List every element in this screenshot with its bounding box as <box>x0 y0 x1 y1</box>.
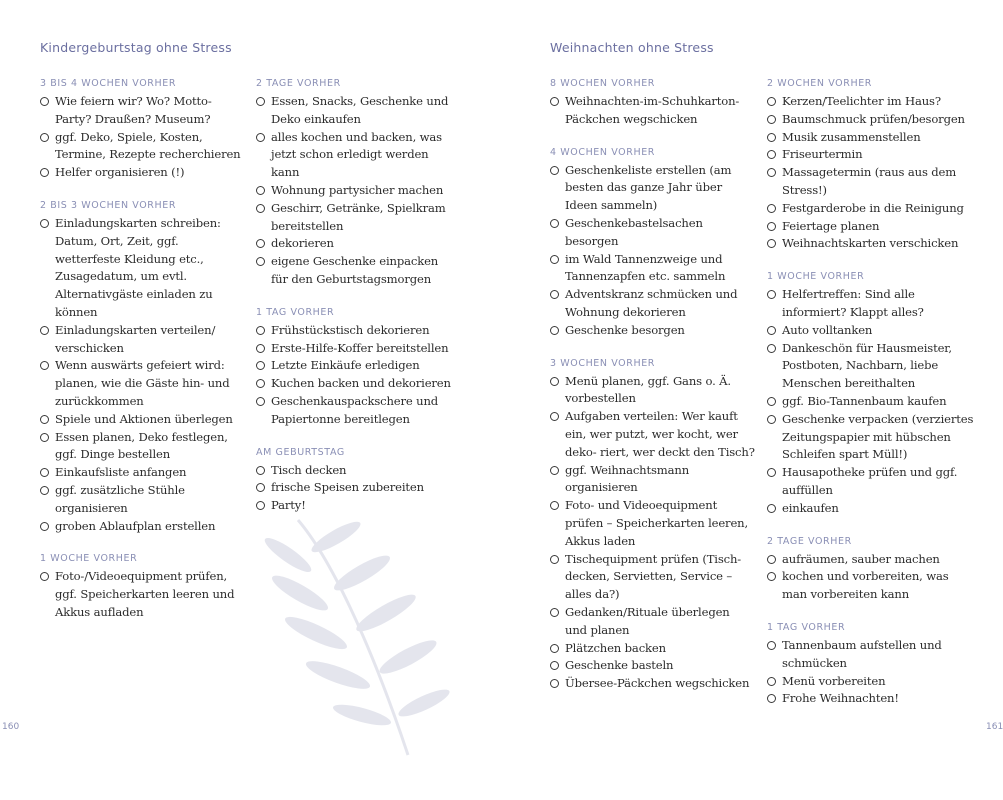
checklist-item <box>256 182 456 200</box>
checklist-item <box>40 93 245 129</box>
checklist-item-text: groben Ablaufplan erstellen <box>55 518 216 533</box>
checklist-item <box>256 253 456 289</box>
checklist <box>40 568 245 621</box>
checklist-item <box>550 657 755 675</box>
circle-checkbox-icon <box>40 361 49 370</box>
checklist-item <box>550 251 755 287</box>
circle-checkbox-icon <box>767 641 776 650</box>
checklist-item <box>767 673 977 691</box>
checklist-item-text: Helfer organisieren (!) <box>55 165 185 180</box>
circle-checkbox-icon <box>767 468 776 477</box>
checklist <box>767 637 977 708</box>
circle-checkbox-icon <box>40 97 49 106</box>
circle-checkbox-icon <box>767 677 776 686</box>
fern-leaf-decoration <box>258 515 458 760</box>
checklist-item-text: Tisch decken <box>271 462 347 477</box>
checklist-item-text: Weihnachtskarten verschicken <box>782 236 959 251</box>
checklist-item <box>550 373 755 409</box>
checklist-item-text: Plätzchen backen <box>565 640 666 655</box>
checklist-item <box>40 411 245 429</box>
circle-checkbox-icon <box>767 115 776 124</box>
circle-checkbox-icon <box>256 466 265 475</box>
checklist-section <box>767 271 977 517</box>
section-heading: AM GEBURTSTAG <box>256 446 345 458</box>
checklist-item-text: Weihnachten-im-Schuhkarton-Päckchen wegschicken <box>565 94 740 126</box>
checklist-item-text: Aufgaben verteilen: Wer kauft ein, wer putzt, wer kocht, wer deko- riert, wer deckt den Tisch? <box>565 409 755 459</box>
checklist-item <box>767 551 977 569</box>
checklist <box>550 373 755 693</box>
circle-checkbox-icon <box>256 483 265 492</box>
checklist-item <box>256 357 456 375</box>
circle-checkbox-icon <box>40 133 49 142</box>
checklist-item-text: Spiele und Aktionen überlegen <box>55 411 233 426</box>
checklist-section <box>767 622 977 708</box>
checklist-item-text: Friseurtermin <box>782 147 863 162</box>
checklist-section <box>767 536 977 604</box>
circle-checkbox-icon <box>550 219 559 228</box>
circle-checkbox-icon <box>767 133 776 142</box>
circle-checkbox-icon <box>256 257 265 266</box>
checklist-item-text: Geschenke besorgen <box>565 322 685 337</box>
checklist-item <box>40 464 245 482</box>
circle-checkbox-icon <box>256 501 265 510</box>
checklist-item <box>767 286 977 322</box>
circle-checkbox-icon <box>767 572 776 581</box>
checklist-section <box>550 147 755 340</box>
checklist-item-text: ggf. Weihnachtsmann organisieren <box>565 462 690 495</box>
circle-checkbox-icon <box>550 608 559 617</box>
checklist-item-text: Kuchen backen und dekorieren <box>271 376 451 391</box>
section-heading: 1 WOCHE VORHER <box>767 271 865 283</box>
checklist-item-text: eigene Geschenke einpacken für den Geburtstagsmorgen <box>271 254 439 286</box>
checklist-item <box>767 637 977 673</box>
section-heading: 3 WOCHEN VORHER <box>550 357 655 369</box>
circle-checkbox-icon <box>550 326 559 335</box>
checklist-item-text: ggf. Bio-Tannenbaum kaufen <box>782 393 947 408</box>
checklist-item <box>767 93 977 111</box>
checklist <box>550 93 755 129</box>
circle-checkbox-icon <box>40 522 49 531</box>
right-page-number: 161 <box>986 722 1003 732</box>
circle-checkbox-icon <box>40 326 49 335</box>
checklist-item-text: Letzte Einkäufe erledigen <box>271 358 420 373</box>
checklist-item-text: Adventskranz schmücken und Wohnung dekorieren <box>565 287 738 319</box>
checklist-item-text: Geschenkebastelsachen besorgen <box>565 215 703 248</box>
checklist-item <box>40 322 245 358</box>
circle-checkbox-icon <box>550 255 559 264</box>
checklist-item <box>767 411 977 464</box>
checklist-item-text: ggf. zusätzliche Stühle organisieren <box>55 482 185 515</box>
checklist-item-text: Geschirr, Getränke, Spielkram bereitstellen <box>271 200 446 233</box>
circle-checkbox-icon <box>40 572 49 581</box>
checklist-item-text: Tannenbaum aufstellen und schmücken <box>782 637 942 670</box>
checklist-section <box>550 78 755 129</box>
circle-checkbox-icon <box>40 168 49 177</box>
checklist-item <box>40 215 245 322</box>
checklist-item <box>767 322 977 340</box>
circle-checkbox-icon <box>40 468 49 477</box>
checklist-item-text: Helfertreffen: Sind alle informiert? Klappt alles? <box>782 287 924 319</box>
section-heading: 3 BIS 4 WOCHEN VORHER <box>40 78 177 89</box>
checklist-item-text: dekorieren <box>271 236 334 251</box>
checklist-item-text: Dankeschön für Hausmeister, Postboten, Nachbarn, liebe Menschen bereithalten <box>782 340 952 391</box>
checklist-item-text: im Wald Tannenzweige und Tannenzapfen etc. sammeln <box>565 251 726 284</box>
checklist-item-text: aufräumen, sauber machen <box>782 551 940 566</box>
section-heading: 4 WOCHEN VORHER <box>550 146 655 158</box>
checklist-item <box>767 568 977 604</box>
checklist <box>40 215 245 535</box>
checklist-item <box>40 164 245 182</box>
checklist-item <box>256 375 456 393</box>
checklist-item-text: Einladungskarten schreiben: Datum, Ort, Zeit, ggf. wetterfeste Kleidung etc., Zusagedatum, um evtl. Alternativgäste einladen zu können <box>55 215 221 319</box>
checklist-item <box>550 497 755 550</box>
circle-checkbox-icon <box>40 433 49 442</box>
left-page-title: Kindergeburtstag ohne Stress <box>40 40 232 55</box>
circle-checkbox-icon <box>767 504 776 513</box>
circle-checkbox-icon <box>256 239 265 248</box>
checklist-item <box>767 464 977 500</box>
checklist-item <box>550 640 755 658</box>
checklist-item-text: Geschenke verpacken (verziertes Zeitungspapier mit hübschen Schleifen spart Müll!) <box>782 411 974 462</box>
checklist-item-text: Gedanken/Rituale überlegen und planen <box>565 604 730 637</box>
checklist-item-text: Wenn auswärts gefeiert wird: planen, wie die Gäste hin- und zurückkommen <box>55 358 230 408</box>
checklist-item <box>256 235 456 253</box>
checklist-section <box>767 78 977 253</box>
circle-checkbox-icon <box>256 133 265 142</box>
circle-checkbox-icon <box>767 344 776 353</box>
circle-checkbox-icon <box>550 466 559 475</box>
checklist-section <box>256 307 456 429</box>
checklist-item-text: frische Speisen zubereiten <box>271 480 424 495</box>
checklist-item-text: Menü planen, ggf. Gans o. Ä. vorbestellen <box>565 373 731 406</box>
checklist-item <box>40 357 245 410</box>
checklist-item-text: Auto volltanken <box>782 322 873 337</box>
circle-checkbox-icon <box>767 168 776 177</box>
circle-checkbox-icon <box>550 555 559 564</box>
checklist-item-text: Einkaufsliste anfangen <box>55 465 187 480</box>
left-page-number: 160 <box>2 722 20 732</box>
circle-checkbox-icon <box>256 186 265 195</box>
checklist-item <box>40 429 245 465</box>
checklist-item <box>767 164 977 200</box>
section-heading: 1 WOCHE VORHER <box>40 553 138 565</box>
section-heading: 2 TAGE VORHER <box>256 78 341 89</box>
checklist <box>40 93 245 182</box>
circle-checkbox-icon <box>256 344 265 353</box>
circle-checkbox-icon <box>550 97 559 106</box>
checklist-item-text: Wie feiern wir? Wo? Motto-Party? Draußen? Museum? <box>55 94 212 126</box>
circle-checkbox-icon <box>256 397 265 406</box>
circle-checkbox-icon <box>550 679 559 688</box>
checklist <box>550 162 755 340</box>
left-column-1 <box>40 78 245 640</box>
checklist-item-text: Geschenkauspackschere und Papiertonne bereitlegen <box>271 393 439 426</box>
checklist-item-text: Menü vorbereiten <box>782 673 886 688</box>
checklist-item <box>550 286 755 322</box>
checklist-item-text: Übersee-Päckchen wegschicken <box>565 676 750 691</box>
checklist-section <box>40 553 245 621</box>
checklist-item <box>767 500 977 518</box>
checklist-item <box>550 551 755 604</box>
checklist-item-text: Essen planen, Deko festlegen, ggf. Dinge bestellen <box>55 429 228 462</box>
circle-checkbox-icon <box>767 290 776 299</box>
circle-checkbox-icon <box>40 219 49 228</box>
checklist-item-text: Feiertage planen <box>782 218 880 233</box>
checklist-item-text: Kerzen/Teelichter im Haus? <box>782 94 941 108</box>
checklist-item-text: Geschenkeliste erstellen (am besten das ganze Jahr über Ideen sammeln) <box>565 162 732 213</box>
circle-checkbox-icon <box>40 415 49 424</box>
checklist <box>767 286 977 517</box>
checklist-item <box>767 690 977 708</box>
circle-checkbox-icon <box>767 222 776 231</box>
checklist-item <box>40 129 245 165</box>
checklist-item-text: Tischequipment prüfen (Tisch- decken, Servietten, Service – alles da?) <box>565 551 742 602</box>
right-page-title: Weihnachten ohne Stress <box>550 40 714 55</box>
circle-checkbox-icon <box>767 97 776 106</box>
checklist-item-text: ggf. Deko, Spiele, Kosten, Termine, Rezepte recherchieren <box>55 129 241 162</box>
checklist-item <box>550 93 755 129</box>
checklist-item <box>256 129 456 182</box>
checklist-item <box>256 497 456 515</box>
checklist-item-text: Wohnung partysicher machen <box>271 182 444 197</box>
checklist-item <box>767 393 977 411</box>
checklist-item <box>550 408 755 461</box>
checklist-item-text: Party! <box>271 498 306 513</box>
circle-checkbox-icon <box>767 239 776 248</box>
checklist-item-text: Foto- und Videoequipment prüfen – Speicherkarten leeren, Akkus laden <box>565 498 749 548</box>
checklist-item <box>767 340 977 393</box>
checklist-item <box>40 518 245 536</box>
checklist-item-text: Frühstückstisch dekorieren <box>271 322 430 337</box>
circle-checkbox-icon <box>550 377 559 386</box>
checklist-item-text: Massagetermin (raus aus dem Stress!) <box>782 165 957 197</box>
checklist-item <box>550 604 755 640</box>
circle-checkbox-icon <box>767 555 776 564</box>
checklist-item-text: Hausapotheke prüfen und ggf. auffüllen <box>782 465 958 497</box>
circle-checkbox-icon <box>550 644 559 653</box>
checklist-item-text: kochen und vorbereiten, was man vorbereiten kann <box>782 569 949 602</box>
checklist-item <box>40 568 245 621</box>
checklist-item <box>767 146 977 164</box>
section-heading: 8 WOCHEN VORHER <box>550 78 655 89</box>
checklist <box>767 551 977 604</box>
checklist-item-text: einkaufen <box>782 500 839 515</box>
checklist-item <box>256 479 456 497</box>
checklist-section <box>40 78 245 182</box>
checklist <box>256 322 456 429</box>
checklist-item-text: Musik zusammenstellen <box>782 129 921 144</box>
circle-checkbox-icon <box>256 326 265 335</box>
checklist <box>256 93 456 289</box>
checklist-item <box>40 482 245 518</box>
circle-checkbox-icon <box>767 204 776 213</box>
checklist-section <box>256 447 456 515</box>
checklist-item <box>767 218 977 236</box>
checklist-item <box>256 322 456 340</box>
checklist-item <box>550 675 755 693</box>
checklist-item <box>256 200 456 236</box>
right-column-2 <box>767 78 977 726</box>
checklist-item-text: Festgarderobe in die Reinigung <box>782 200 964 215</box>
section-heading: 2 TAGE VORHER <box>767 535 852 547</box>
checklist-item <box>256 340 456 358</box>
checklist-item-text: Essen, Snacks, Geschenke und Deko einkaufen <box>271 94 449 126</box>
checklist-item <box>767 111 977 129</box>
circle-checkbox-icon <box>767 415 776 424</box>
checklist-item <box>550 322 755 340</box>
circle-checkbox-icon <box>550 412 559 421</box>
circle-checkbox-icon <box>40 486 49 495</box>
circle-checkbox-icon <box>256 97 265 106</box>
checklist-item <box>550 215 755 251</box>
circle-checkbox-icon <box>550 501 559 510</box>
circle-checkbox-icon <box>550 290 559 299</box>
checklist-item <box>767 200 977 218</box>
section-heading: 2 WOCHEN VORHER <box>767 78 872 89</box>
checklist-item-text: Baumschmuck prüfen/besorgen <box>782 111 965 126</box>
checklist-item-text: Foto-/Videoequipment prüfen, ggf. Speicherkarten leeren und Akkus aufladen <box>55 569 235 619</box>
checklist-item <box>767 129 977 147</box>
circle-checkbox-icon <box>256 204 265 213</box>
checklist-section <box>256 78 456 289</box>
checklist-item <box>550 162 755 215</box>
section-heading: 2 BIS 3 WOCHEN VORHER <box>40 199 177 211</box>
checklist-item <box>550 462 755 498</box>
circle-checkbox-icon <box>550 661 559 670</box>
checklist-item-text: alles kochen und backen, was jetzt schon erledigt werden kann <box>271 129 442 180</box>
checklist-item-text: Erste-Hilfe-Koffer bereitstellen <box>271 340 449 355</box>
circle-checkbox-icon <box>767 694 776 703</box>
checklist-item-text: Frohe Weihnachten! <box>782 691 899 706</box>
section-heading: 1 TAG VORHER <box>256 306 335 318</box>
checklist-item <box>256 393 456 429</box>
checklist-item <box>767 235 977 253</box>
checklist <box>767 93 977 253</box>
checklist-section <box>40 200 245 535</box>
circle-checkbox-icon <box>767 397 776 406</box>
section-heading: 1 TAG VORHER <box>767 621 846 633</box>
checklist-item <box>256 462 456 480</box>
checklist <box>256 462 456 515</box>
circle-checkbox-icon <box>256 379 265 388</box>
circle-checkbox-icon <box>767 150 776 159</box>
checklist-item <box>256 93 456 129</box>
checklist-item-text: Geschenke basteln <box>565 658 674 673</box>
checklist-item-text: Einladungskarten verteilen/ verschicken <box>55 322 216 355</box>
circle-checkbox-icon <box>767 326 776 335</box>
left-column-2 <box>256 78 456 533</box>
checklist-section <box>550 358 755 693</box>
circle-checkbox-icon <box>256 361 265 370</box>
right-column-1 <box>550 78 755 711</box>
circle-checkbox-icon <box>550 166 559 175</box>
